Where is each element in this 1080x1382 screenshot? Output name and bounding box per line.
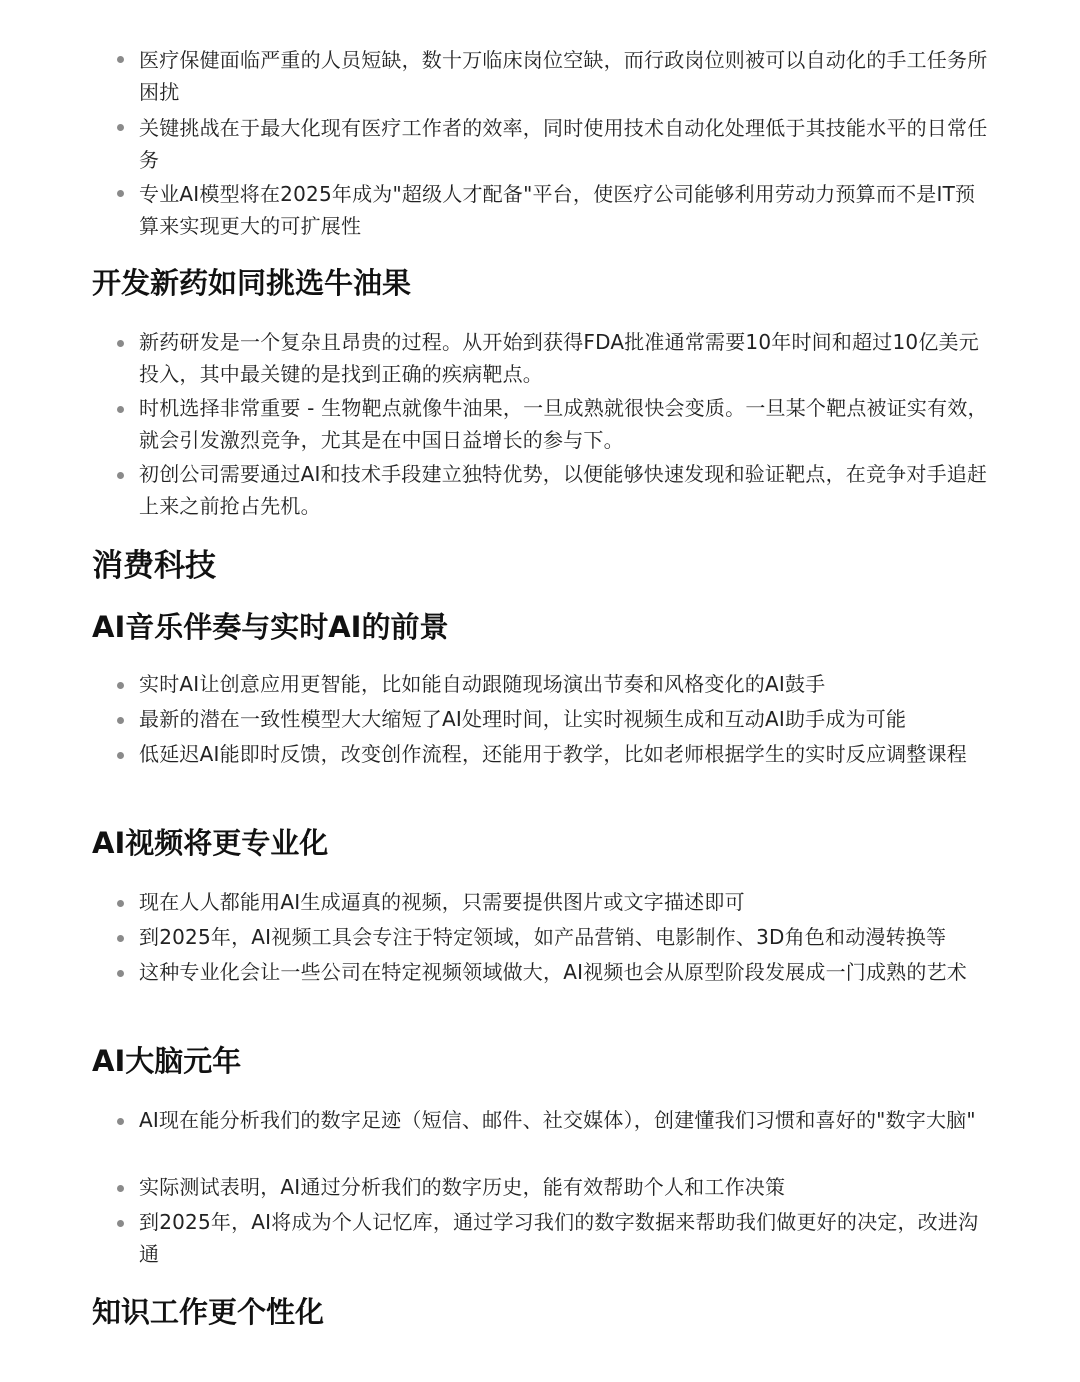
list-item: 这种专业化会让一些公司在特定视频领域做大，AI视频也会从原型阶段发展成一门成熟的艺术 xyxy=(139,960,967,984)
bullet-dot xyxy=(117,1185,124,1192)
section-heading-ai-music: AI音乐伴奏与实时AI的前景 xyxy=(92,610,449,644)
list-item: 医疗保健面临严重的人员短缺，数十万临床岗位空缺，而行政岗位则被可以自动化的手工任务所困扰 xyxy=(139,48,988,104)
section-heading-knowledge-work: 知识工作更个性化 xyxy=(92,1295,325,1329)
list-item: 初创公司需要通过AI和技术手段建立独特优势，以便能够快速发现和验证靶点，在竞争对手追赶上来之前抢占先机。 xyxy=(139,462,988,518)
bullet-dot xyxy=(117,340,124,347)
section-heading-drug-discovery: 开发新药如同挑选牛油果 xyxy=(92,266,412,300)
bullet-dot xyxy=(117,682,124,689)
bullet-dot xyxy=(117,1118,124,1125)
bullet-dot xyxy=(117,1220,124,1227)
list-item: 新药研发是一个复杂且昂贵的过程。从开始到获得FDA批准通常需要10年时间和超过10亿美元投入，其中最关键的是找到正确的疾病靶点。 xyxy=(139,330,979,386)
list-item: 专业AI模型将在2025年成为"超级人才配备"平台，使医疗公司能够利用劳动力预算而不是IT预算来实现更大的可扩展性 xyxy=(139,182,976,238)
bullet-dot xyxy=(117,124,124,131)
list-item: 到2025年，AI视频工具会专注于特定领域，如产品营销、电影制作、3D角色和动漫转换等 xyxy=(139,925,947,949)
bullet-dot xyxy=(117,472,124,479)
section-heading-ai-video: AI视频将更专业化 xyxy=(92,826,329,860)
bullet-dot xyxy=(117,717,124,724)
list-item: 实时AI让创意应用更智能，比如能自动跟随现场演出节奏和风格变化的AI鼓手 xyxy=(139,672,826,696)
list-item: 低延迟AI能即时反馈，改变创作流程，还能用于教学，比如老师根据学生的实时反应调整课程 xyxy=(139,742,967,766)
list-item: 最新的潜在一致性模型大大缩短了AI处理时间，让实时视频生成和互动AI助手成为可能 xyxy=(139,707,907,731)
bullet-dot xyxy=(117,935,124,942)
section-heading-consumer-tech: 消费科技 xyxy=(92,548,216,584)
list-item: 现在人人都能用AI生成逼真的视频，只需要提供图片或文字描述即可 xyxy=(139,890,745,914)
bullet-dot xyxy=(117,190,124,197)
bullet-dot xyxy=(117,752,124,759)
bullet-dot xyxy=(117,970,124,977)
bullet-dot xyxy=(117,900,124,907)
list-item: 到2025年，AI将成为个人记忆库，通过学习我们的数字数据来帮助我们做更好的决定，改进沟通 xyxy=(139,1210,979,1266)
list-item: 实际测试表明，AI通过分析我们的数字历史，能有效帮助个人和工作决策 xyxy=(139,1175,786,1199)
list-item: 关键挑战在于最大化现有医疗工作者的效率，同时使用技术自动化处理低于其技能水平的日常任务 xyxy=(139,116,988,172)
list-item: AI现在能分析我们的数字足迹（短信、邮件、社交媒体），创建懂我们习惯和喜好的"数字大脑" xyxy=(139,1108,976,1132)
list-item: 时机选择非常重要 - 生物靶点就像牛油果，一旦成熟就很快会变质。一旦某个靶点被证实有效，就会引发激烈竞争，尤其是在中国日益增长的参与下。 xyxy=(139,396,988,452)
section-heading-ai-brain: AI大脑元年 xyxy=(92,1044,242,1078)
bullet-dot xyxy=(117,56,124,63)
bullet-dot xyxy=(117,406,124,413)
